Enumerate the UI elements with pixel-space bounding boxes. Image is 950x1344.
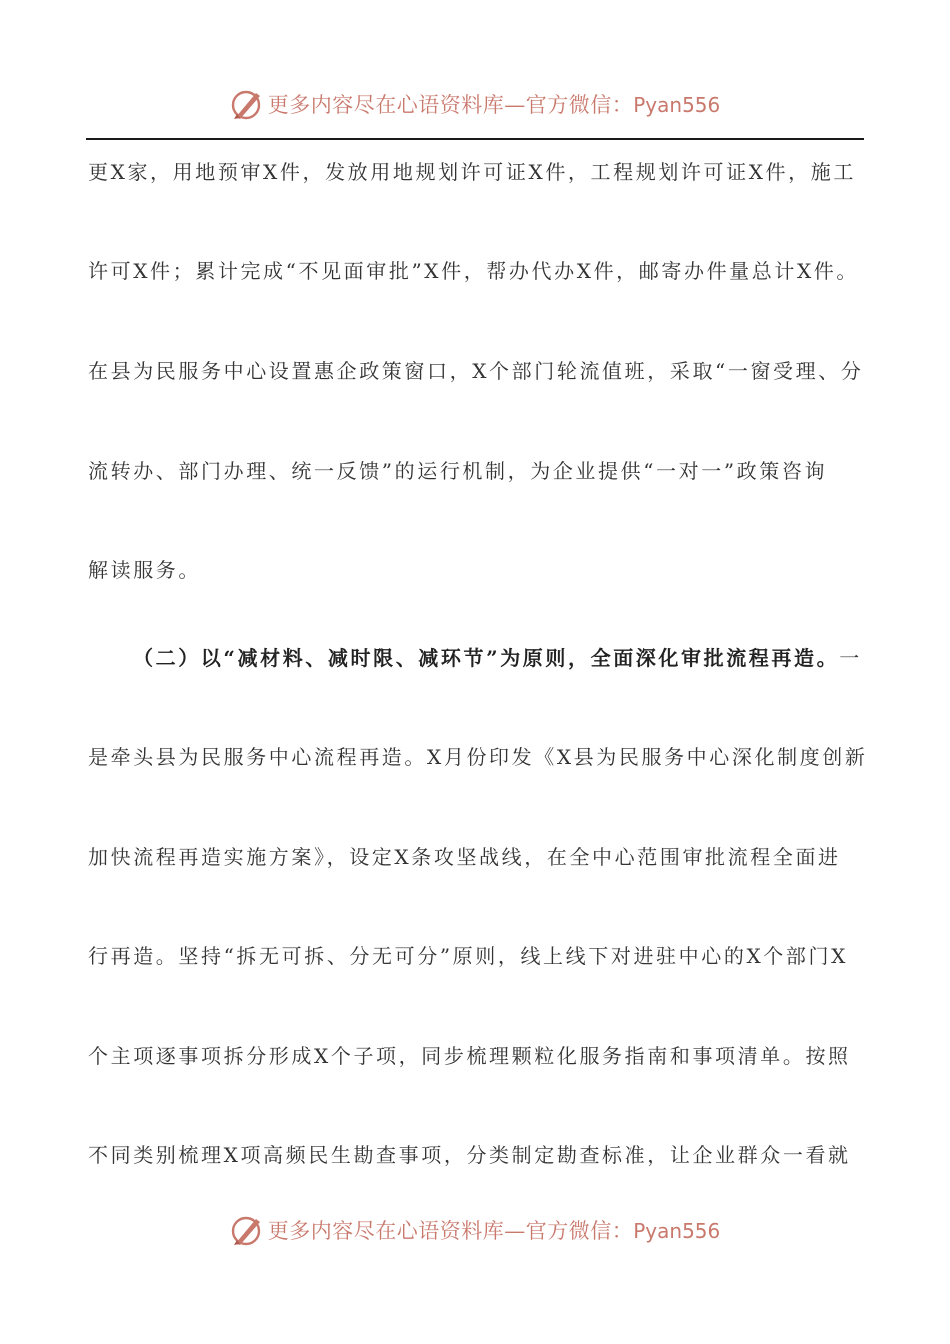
header-banner-text: 更多内容尽在心语资料库—官方微信：Pyan556 <box>267 93 721 117</box>
body-line-2: 许可X件；累计完成“不见面审批”X件，帮办代办X件，邮寄办件量总计X件。 <box>88 259 860 283</box>
section-line-5: 不同类别梳理X项高频民生勘查事项，分类制定勘查标准，让企业群众一看就 <box>88 1143 851 1167</box>
footer-banner-text: 更多内容尽在心语资料库—官方微信：Pyan556 <box>267 1219 721 1243</box>
pen-logo-icon <box>230 87 264 121</box>
section-line-4: 个主项逐事项拆分形成X个子项，同步梳理颗粒化服务指南和事项清单。按照 <box>88 1044 851 1068</box>
section-line-2: 加快流程再造实施方案》，设定X条攻坚战线，在全中心范围审批流程全面进 <box>88 845 841 869</box>
section-heading-tail: 一 <box>839 646 862 670</box>
pen-logo-icon <box>230 1213 264 1247</box>
footer-banner <box>0 1210 950 1250</box>
section-heading: （二）以“减材料、减时限、减环节”为原则，全面深化审批流程再造。 <box>133 646 840 670</box>
header-wechat-handle: Pyan556 <box>633 93 721 117</box>
section-heading-line <box>133 644 923 672</box>
header-divider <box>86 138 864 140</box>
section-line-1: 是牵头县为民服务中心流程再造。X月份印发《X县为民服务中心深化制度创新 <box>88 745 868 769</box>
body-line-1: 更X家，用地预审X件，发放用地规划许可证X件，工程规划许可证X件，施工 <box>88 160 856 184</box>
body-line-3: 在县为民服务中心设置惠企政策窗口，X个部门轮流值班，采取“一窗受理、分 <box>88 359 864 383</box>
footer-wechat-handle: Pyan556 <box>633 1219 721 1243</box>
body-line-5: 解读服务。 <box>88 558 201 582</box>
body-line-4: 流转办、部门办理、统一反馈”的运行机制，为企业提供“一对一”政策咨询 <box>88 459 828 483</box>
section-line-3: 行再造。坚持“拆无可拆、分无可分”原则，线上线下对进驻中心的X个部门X <box>88 944 848 968</box>
header-banner <box>0 84 950 124</box>
